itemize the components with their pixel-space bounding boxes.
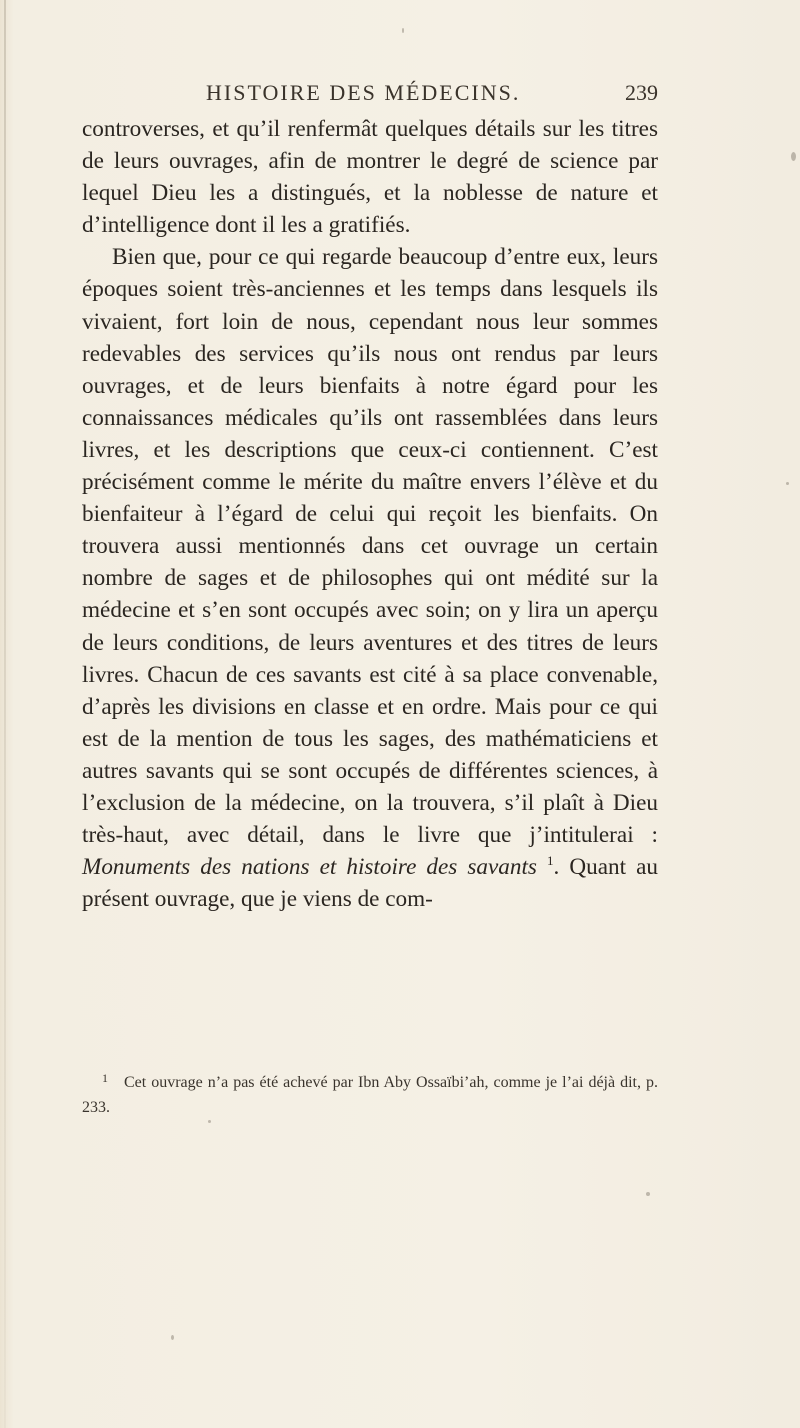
paper-speck bbox=[402, 28, 404, 33]
paragraph-1: controverses, et qu’il renfermât quelques détails sur les titres de leurs ouvrages, afin de montrer le degré de science par lequel Dieu les a distingués, et la noblesse de nature et d’intelligence dont il les a gratifiés. bbox=[82, 116, 658, 239]
paper-speck bbox=[171, 1335, 174, 1340]
running-title: HISTOIRE DES MÉDECINS. bbox=[206, 80, 521, 105]
footnote: 1 Cet ouvrage n’a pas été achevé par Ibn Aby Ossaïbi’ah, comme je l’ai déjà dit, p. 233. bbox=[82, 1071, 658, 1116]
paragraph-2-continuation: . Quant au présent ouvrage, que je viens de com- bbox=[82, 854, 658, 913]
paragraph-2 bbox=[82, 241, 658, 915]
body-text bbox=[82, 113, 658, 915]
page-edge-shadow bbox=[4, 0, 6, 1428]
paper-speck bbox=[791, 152, 796, 161]
running-head bbox=[82, 80, 658, 110]
footnote-reference: 1 bbox=[547, 853, 554, 869]
paragraph-2-text: Bien que, pour ce qui regarde beaucoup d’entre eux, leurs époques soient très-anciennes et les temps dans lesquels ils vivaient, fort loin de nous, cependant nous leur sommes redevables des services qu’ils nous ont rendus par leurs ouvrages, et de leurs bienfaits à notre égard pour les connaissances médicales qu’ils ont rassemblées dans leurs livres, et les descriptions que ceux-ci contiennent. C’est précisément comme le mérite du maître envers l’élève et du bienfaiteur à l’égard de celui qui reçoit les bienfaits. On trouvera aussi mentionnés dans cet ouvrage un certain nombre de sages et de philosophes qui ont médité sur la médecine et s’en sont occupés avec soin; on y lira un aperçu de leurs conditions, de leurs aventures et des titres de leurs livres. Chacun de ces savants est cité à sa place convenable, d’après les divisions en classe et en ordre. Mais pour ce qui est de la mention de tous les sages, des mathématiciens et autres savants qui se sont occupés de différentes sciences, à l’exclusion de la médecine, on la trouvera, s’il plaît à Dieu très-haut, avec détail, dans le livre que j’intitulerai : bbox=[82, 244, 658, 849]
paper-speck bbox=[786, 482, 789, 485]
paper-speck bbox=[208, 1120, 211, 1123]
cited-book-title: Monuments des nations et histoire des savants bbox=[82, 854, 537, 881]
paper-speck bbox=[646, 1192, 650, 1196]
page-number: 239 bbox=[625, 80, 658, 105]
footnote-text: Cet ouvrage n’a pas été achevé par Ibn Aby Ossaïbi’ah, comme je l’ai déjà dit, p. 233. bbox=[82, 1074, 658, 1116]
paper-speck bbox=[303, 262, 306, 265]
